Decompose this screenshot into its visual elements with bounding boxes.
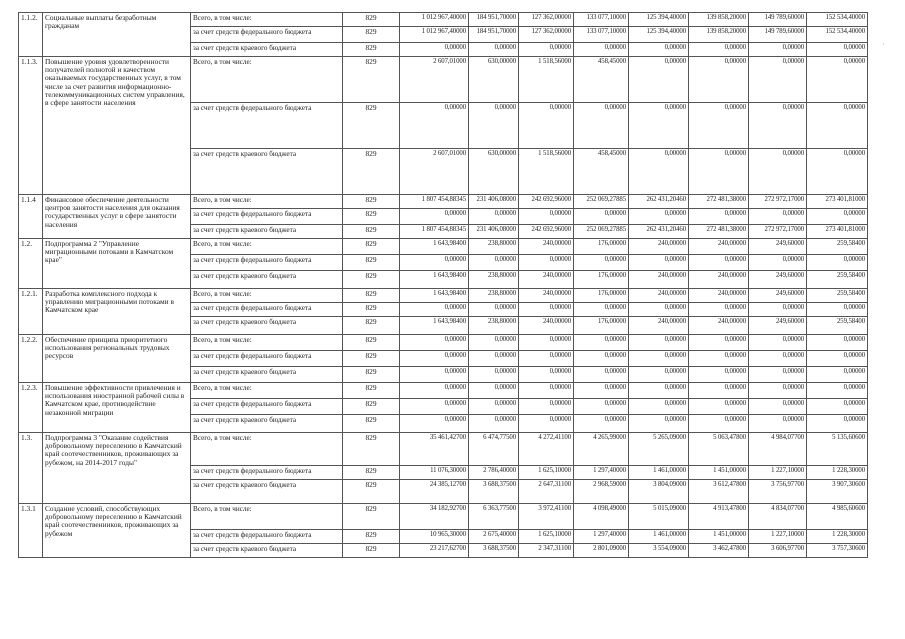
amount-cell: 0,00000 (629, 149, 689, 195)
table-row (19, 504, 868, 530)
amount-cell: 0,00000 (400, 43, 469, 57)
funding-source: за счет средств краевого бюджета (191, 317, 343, 335)
table-row (19, 335, 868, 351)
amount-cell: 0,00000 (519, 255, 574, 271)
amount-cell: 0,00000 (400, 255, 469, 271)
amount-cell: 0,00000 (807, 209, 868, 225)
amount-cell: 0,00000 (689, 383, 749, 399)
amount-cell: 176,00000 (574, 317, 629, 335)
amount-cell: 1 807 454,88345 (400, 195, 469, 209)
row-code: 1.3.1 (19, 504, 43, 558)
amount-cell: 1 643,98400 (400, 317, 469, 335)
amount-cell: 2 607,01000 (400, 57, 469, 103)
amount-cell: 0,00000 (689, 209, 749, 225)
amount-cell: 0,00000 (749, 103, 807, 149)
amount-cell: 0,00000 (469, 415, 519, 433)
row-code: 1.2. (19, 239, 43, 289)
amount-cell: 0,00000 (400, 399, 469, 415)
amount-cell: 184 951,70000 (469, 13, 519, 27)
amount-cell: 139 858,20000 (689, 27, 749, 43)
amount-cell: 139 858,20000 (689, 13, 749, 27)
funding-source: за счет средств краевого бюджета (191, 149, 343, 195)
funding-source: за счет средств федерального бюджета (191, 27, 343, 43)
budget-code: 829 (343, 367, 400, 383)
amount-cell: 1 518,56000 (519, 149, 574, 195)
amount-cell: 240,00000 (629, 271, 689, 289)
amount-cell: 273 401,81000 (807, 195, 868, 209)
amount-cell: 4 098,49000 (574, 504, 629, 530)
amount-cell: 240,00000 (519, 289, 574, 303)
budget-code: 829 (343, 530, 400, 544)
budget-code: 829 (343, 504, 400, 530)
row-name: Повышение эффективности привлечения и использования иностранной рабочей силы в Камчатском крае, противодействие незаконной миграции (43, 383, 191, 433)
amount-cell: 5 063,47800 (689, 433, 749, 466)
amount-cell: 238,80000 (469, 271, 519, 289)
budget-code: 829 (343, 415, 400, 433)
amount-cell: 5 135,60600 (807, 433, 868, 466)
amount-cell: 0,00000 (807, 383, 868, 399)
budget-table (18, 12, 868, 558)
amount-cell: 3 554,09000 (629, 544, 689, 558)
amount-cell: 0,00000 (574, 103, 629, 149)
amount-cell: 0,00000 (400, 335, 469, 351)
funding-source: Всего, в том числе: (191, 504, 343, 530)
amount-cell: 249,60000 (749, 271, 807, 289)
amount-cell: 0,00000 (629, 335, 689, 351)
funding-source: Всего, в том числе: (191, 289, 343, 303)
amount-cell: 0,00000 (749, 383, 807, 399)
amount-cell: 2 968,59000 (574, 480, 629, 504)
amount-cell: 259,58400 (807, 271, 868, 289)
amount-cell: 458,45000 (574, 57, 629, 103)
amount-cell: 0,00000 (629, 43, 689, 57)
amount-cell: 0,00000 (469, 43, 519, 57)
funding-source: за счет средств федерального бюджета (191, 530, 343, 544)
amount-cell: 0,00000 (574, 367, 629, 383)
amount-cell: 0,00000 (629, 415, 689, 433)
funding-source: Всего, в том числе: (191, 383, 343, 399)
amount-cell: 133 077,10000 (574, 13, 629, 27)
amount-cell: 0,00000 (689, 335, 749, 351)
amount-cell: 2 347,31100 (519, 544, 574, 558)
amount-cell: 0,00000 (629, 57, 689, 103)
budget-code: 829 (343, 433, 400, 466)
table-row (19, 433, 868, 466)
amount-cell: 0,00000 (574, 43, 629, 57)
amount-cell: 0,00000 (749, 149, 807, 195)
amount-cell: 0,00000 (400, 415, 469, 433)
amount-cell: 240,00000 (519, 271, 574, 289)
budget-code: 829 (343, 466, 400, 480)
amount-cell: 0,00000 (519, 351, 574, 367)
amount-cell: 273 401,81000 (807, 225, 868, 239)
amount-cell: 0,00000 (574, 351, 629, 367)
amount-cell: 127 362,00000 (519, 13, 574, 27)
amount-cell: 249,60000 (749, 239, 807, 255)
budget-code: 829 (343, 149, 400, 195)
amount-cell: 34 182,92700 (400, 504, 469, 530)
amount-cell: 231 406,08000 (469, 195, 519, 209)
amount-cell: 0,00000 (574, 383, 629, 399)
amount-cell: 259,58400 (807, 239, 868, 255)
amount-cell: 238,80000 (469, 239, 519, 255)
row-code: 1.2.2. (19, 335, 43, 383)
amount-cell: 2 675,40000 (469, 530, 519, 544)
row-name: Обеспечение принципа приоритетного использования региональных трудовых ресурсов (43, 335, 191, 383)
amount-cell: 1 643,98400 (400, 289, 469, 303)
amount-cell: 262 431,20460 (629, 195, 689, 209)
amount-cell: 133 077,10000 (574, 27, 629, 43)
amount-cell: 272 481,38000 (689, 195, 749, 209)
amount-cell: 152 534,40000 (807, 27, 868, 43)
amount-cell: 0,00000 (519, 367, 574, 383)
amount-cell: 0,00000 (469, 367, 519, 383)
amount-cell: 240,00000 (689, 317, 749, 335)
amount-cell: 0,00000 (807, 255, 868, 271)
amount-cell: 0,00000 (689, 303, 749, 317)
amount-cell: 630,00000 (469, 149, 519, 195)
amount-cell: 0,00000 (689, 43, 749, 57)
budget-code: 829 (343, 271, 400, 289)
amount-cell: 0,00000 (574, 255, 629, 271)
budget-code: 829 (343, 383, 400, 399)
funding-source: за счет средств федерального бюджета (191, 103, 343, 149)
amount-cell: 0,00000 (807, 303, 868, 317)
amount-cell: 259,58400 (807, 317, 868, 335)
amount-cell: 0,00000 (519, 383, 574, 399)
amount-cell: 4 985,60600 (807, 504, 868, 530)
amount-cell: 0,00000 (749, 209, 807, 225)
amount-cell: 0,00000 (749, 43, 807, 57)
amount-cell: 0,00000 (574, 335, 629, 351)
row-code: 1.2.3. (19, 383, 43, 433)
amount-cell: 0,00000 (519, 209, 574, 225)
amount-cell: 0,00000 (629, 303, 689, 317)
amount-cell: 0,00000 (807, 335, 868, 351)
funding-source: за счет средств федерального бюджета (191, 255, 343, 271)
amount-cell: 0,00000 (689, 103, 749, 149)
amount-cell: 6 474,77500 (469, 433, 519, 466)
row-name: Социальные выплаты безработным гражданам (43, 13, 191, 57)
amount-cell: 272 972,17000 (749, 225, 807, 239)
amount-cell: 2 786,40000 (469, 466, 519, 480)
amount-cell: 0,00000 (400, 383, 469, 399)
funding-source: за счет средств федерального бюджета (191, 399, 343, 415)
amount-cell: 0,00000 (629, 209, 689, 225)
amount-cell: 0,00000 (807, 57, 868, 103)
amount-cell: 35 461,42700 (400, 433, 469, 466)
amount-cell: 242 692,96000 (519, 195, 574, 209)
amount-cell: 1 012 967,40000 (400, 27, 469, 43)
amount-cell: 1 461,00000 (629, 530, 689, 544)
amount-cell: 4 265,99000 (574, 433, 629, 466)
amount-cell: 3 972,41100 (519, 504, 574, 530)
amount-cell: 127 362,00000 (519, 27, 574, 43)
amount-cell: 0,00000 (469, 103, 519, 149)
amount-cell: 4 834,07700 (749, 504, 807, 530)
amount-cell: 10 965,30000 (400, 530, 469, 544)
row-name: Подпрограмма 2 "Управление миграционными потоками в Камчатском крае" (43, 239, 191, 289)
amount-cell: 0,00000 (469, 335, 519, 351)
amount-cell: 0,00000 (749, 335, 807, 351)
amount-cell: 272 972,17000 (749, 195, 807, 209)
funding-source: Всего, в том числе: (191, 335, 343, 351)
amount-cell: 0,00000 (519, 399, 574, 415)
amount-cell: 0,00000 (400, 351, 469, 367)
funding-source: за счет средств федерального бюджета (191, 466, 343, 480)
amount-cell: 1 518,56000 (519, 57, 574, 103)
amount-cell: 1 625,10000 (519, 466, 574, 480)
amount-cell: 4 913,47800 (689, 504, 749, 530)
table-row (19, 383, 868, 399)
amount-cell: 3 907,30600 (807, 480, 868, 504)
amount-cell: 0,00000 (629, 399, 689, 415)
amount-cell: 1 227,10000 (749, 466, 807, 480)
amount-cell: 240,00000 (519, 317, 574, 335)
funding-source: Всего, в том числе: (191, 57, 343, 103)
amount-cell: 11 076,30000 (400, 466, 469, 480)
funding-source: за счет средств федерального бюджета (191, 351, 343, 367)
amount-cell: 1 297,40000 (574, 466, 629, 480)
amount-cell: 0,00000 (574, 303, 629, 317)
funding-source: за счет средств краевого бюджета (191, 367, 343, 383)
row-name: Подпрограмма 3 "Оказание содействия добровольному переселению в Камчатский край соотечественников, проживающих за рубежом, на 2014-2017 годы" (43, 433, 191, 504)
budget-code: 829 (343, 239, 400, 255)
funding-source: за счет средств федерального бюджета (191, 303, 343, 317)
funding-source: за счет средств федерального бюджета (191, 209, 343, 225)
budget-code: 829 (343, 57, 400, 103)
amount-cell: 240,00000 (629, 289, 689, 303)
budget-code: 829 (343, 103, 400, 149)
amount-cell: 0,00000 (689, 399, 749, 415)
amount-cell: 5 015,09000 (629, 504, 689, 530)
amount-cell: 0,00000 (749, 351, 807, 367)
row-code: 1.1.2. (19, 13, 43, 57)
funding-source: за счет средств краевого бюджета (191, 544, 343, 558)
amount-cell: 0,00000 (519, 303, 574, 317)
amount-cell: 176,00000 (574, 289, 629, 303)
amount-cell: 0,00000 (519, 415, 574, 433)
amount-cell: 0,00000 (519, 335, 574, 351)
funding-source: Всего, в том числе: (191, 239, 343, 255)
budget-code: 829 (343, 195, 400, 209)
amount-cell: 149 789,60000 (749, 13, 807, 27)
amount-cell: 0,00000 (519, 43, 574, 57)
amount-cell: 2 607,01000 (400, 149, 469, 195)
budget-code: 829 (343, 303, 400, 317)
amount-cell: 3 688,37500 (469, 544, 519, 558)
row-name: Финансовое обеспечение деятельности центров занятости населения для оказания государственных услуг в сфере занятости населения (43, 195, 191, 239)
amount-cell: 1 461,00000 (629, 466, 689, 480)
amount-cell: 0,00000 (519, 103, 574, 149)
budget-code: 829 (343, 43, 400, 57)
amount-cell: 0,00000 (749, 255, 807, 271)
amount-cell: 3 688,37500 (469, 480, 519, 504)
table-row (19, 57, 868, 103)
amount-cell: 1 625,10000 (519, 530, 574, 544)
amount-cell: 0,00000 (689, 415, 749, 433)
amount-cell: 0,00000 (400, 103, 469, 149)
amount-cell: 0,00000 (469, 209, 519, 225)
table-row (19, 289, 868, 303)
amount-cell: 0,00000 (629, 367, 689, 383)
amount-cell: 262 431,20460 (629, 225, 689, 239)
amount-cell: 0,00000 (469, 303, 519, 317)
budget-code: 829 (343, 27, 400, 43)
amount-cell: 249,60000 (749, 289, 807, 303)
amount-cell: 184 951,70000 (469, 27, 519, 43)
funding-source: за счет средств краевого бюджета (191, 480, 343, 504)
amount-cell: 5 265,09000 (629, 433, 689, 466)
amount-cell: 3 612,47800 (689, 480, 749, 504)
amount-cell: 0,00000 (400, 303, 469, 317)
amount-cell: 252 069,27885 (574, 225, 629, 239)
amount-cell: 240,00000 (689, 239, 749, 255)
amount-cell: 259,58400 (807, 289, 868, 303)
budget-code: 829 (343, 13, 400, 27)
amount-cell: 0,00000 (689, 57, 749, 103)
amount-cell: 0,00000 (400, 209, 469, 225)
amount-cell: 0,00000 (749, 367, 807, 383)
amount-cell: 240,00000 (629, 239, 689, 255)
amount-cell: 23 217,62700 (400, 544, 469, 558)
amount-cell: 0,00000 (629, 383, 689, 399)
funding-source: за счет средств краевого бюджета (191, 271, 343, 289)
amount-cell: 0,00000 (749, 57, 807, 103)
table-row (19, 13, 868, 27)
amount-cell: 1 012 967,40000 (400, 13, 469, 27)
funding-source: за счет средств краевого бюджета (191, 415, 343, 433)
amount-cell: 0,00000 (807, 367, 868, 383)
amount-cell: 0,00000 (629, 103, 689, 149)
amount-cell: 1 228,30000 (807, 530, 868, 544)
amount-cell: 3 757,30600 (807, 544, 868, 558)
amount-cell: 1 227,10000 (749, 530, 807, 544)
budget-code: 829 (343, 351, 400, 367)
budget-code: 829 (343, 225, 400, 239)
margin-mark: · (882, 40, 885, 49)
amount-cell: 0,00000 (749, 399, 807, 415)
row-code: 1.3. (19, 433, 43, 504)
amount-cell: 3 756,97700 (749, 480, 807, 504)
amount-cell: 240,00000 (689, 271, 749, 289)
amount-cell: 0,00000 (807, 149, 868, 195)
table-row (19, 239, 868, 255)
funding-source: за счет средств краевого бюджета (191, 225, 343, 239)
amount-cell: 240,00000 (689, 289, 749, 303)
row-name: Разработка комплексного подхода к управлению миграционными потоками в Камчатском крае (43, 289, 191, 335)
funding-source: за счет средств краевого бюджета (191, 43, 343, 57)
amount-cell: 0,00000 (574, 399, 629, 415)
amount-cell: 24 385,12700 (400, 480, 469, 504)
amount-cell: 242 692,96000 (519, 225, 574, 239)
amount-cell: 152 534,40000 (807, 13, 868, 27)
amount-cell: 1 643,98400 (400, 239, 469, 255)
budget-code: 829 (343, 255, 400, 271)
row-name: Создание условий, способствующих добровольному переселению в Камчатский край соотечественников, проживающих за рубежом (43, 504, 191, 558)
amount-cell: 0,00000 (689, 149, 749, 195)
amount-cell: 231 406,08000 (469, 225, 519, 239)
amount-cell: 0,00000 (629, 255, 689, 271)
amount-cell: 176,00000 (574, 271, 629, 289)
amount-cell: 238,80000 (469, 317, 519, 335)
amount-cell: 0,00000 (749, 303, 807, 317)
amount-cell: 0,00000 (469, 351, 519, 367)
amount-cell: 0,00000 (574, 415, 629, 433)
amount-cell: 240,00000 (519, 239, 574, 255)
budget-code: 829 (343, 335, 400, 351)
amount-cell: 4 984,07700 (749, 433, 807, 466)
amount-cell: 2 801,09000 (574, 544, 629, 558)
amount-cell: 630,00000 (469, 57, 519, 103)
amount-cell: 0,00000 (469, 383, 519, 399)
row-code: 1.2.1. (19, 289, 43, 335)
amount-cell: 3 462,47800 (689, 544, 749, 558)
amount-cell: 458,45000 (574, 149, 629, 195)
amount-cell: 252 069,27885 (574, 195, 629, 209)
funding-source: Всего, в том числе: (191, 195, 343, 209)
amount-cell: 0,00000 (469, 255, 519, 271)
amount-cell: 240,00000 (629, 317, 689, 335)
amount-cell: 0,00000 (807, 103, 868, 149)
amount-cell: 0,00000 (807, 351, 868, 367)
amount-cell: 1 297,40000 (574, 530, 629, 544)
budget-code: 829 (343, 544, 400, 558)
amount-cell: 0,00000 (689, 351, 749, 367)
amount-cell: 125 394,40000 (629, 27, 689, 43)
amount-cell: 3 606,97700 (749, 544, 807, 558)
amount-cell: 176,00000 (574, 239, 629, 255)
amount-cell: 0,00000 (807, 415, 868, 433)
amount-cell: 6 363,77500 (469, 504, 519, 530)
budget-code: 829 (343, 399, 400, 415)
amount-cell: 238,80000 (469, 289, 519, 303)
amount-cell: 0,00000 (689, 367, 749, 383)
funding-source: Всего, в том числе: (191, 433, 343, 466)
amount-cell: 0,00000 (807, 399, 868, 415)
table-row (19, 195, 868, 209)
amount-cell: 0,00000 (469, 399, 519, 415)
amount-cell: 0,00000 (400, 367, 469, 383)
amount-cell: 249,60000 (749, 317, 807, 335)
budget-code: 829 (343, 480, 400, 504)
amount-cell: 2 647,31100 (519, 480, 574, 504)
amount-cell: 3 804,09000 (629, 480, 689, 504)
amount-cell: 125 394,40000 (629, 13, 689, 27)
amount-cell: 0,00000 (807, 43, 868, 57)
budget-code: 829 (343, 289, 400, 303)
amount-cell: 0,00000 (689, 255, 749, 271)
row-code: 1.1.4 (19, 195, 43, 239)
amount-cell: 4 272,41100 (519, 433, 574, 466)
amount-cell: 1 643,98400 (400, 271, 469, 289)
amount-cell: 1 451,00000 (689, 466, 749, 480)
budget-code: 829 (343, 317, 400, 335)
amount-cell: 149 789,60000 (749, 27, 807, 43)
row-name: Повышение уровня удовлетворенности получателей полнотой и качеством оказываемых государственных услуг, в том числе за счет развития информационно-телекоммуникационных систем управления, в сфере занятости населения (43, 57, 191, 195)
funding-source: Всего, в том числе: (191, 13, 343, 27)
budget-code: 829 (343, 209, 400, 225)
amount-cell: 1 807 454,88345 (400, 225, 469, 239)
amount-cell: 0,00000 (749, 415, 807, 433)
amount-cell: 0,00000 (629, 351, 689, 367)
amount-cell: 1 228,30000 (807, 466, 868, 480)
amount-cell: 272 481,38000 (689, 225, 749, 239)
amount-cell: 1 451,00000 (689, 530, 749, 544)
row-code: 1.1.3. (19, 57, 43, 195)
amount-cell: 0,00000 (574, 209, 629, 225)
